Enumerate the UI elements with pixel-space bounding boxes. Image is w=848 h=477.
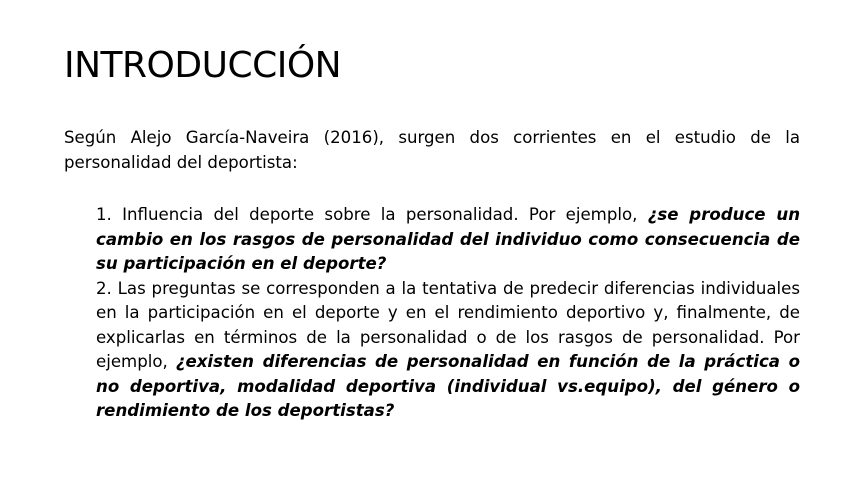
list-item-2-text: 2. Las preguntas se corresponden a la tentativa de predecir diferencias individuales en la participación en el deporte y en el rendimiento deportivo y, finalmente, de explicarlas en términos de la personalidad o de los rasgos de personalidad. Por ejemplo, [96,278,800,371]
intro-paragraph: Según Alejo García-Naveira (2016), surgen dos corrientes en el estudio de la personalidad del deportista: [64,128,800,172]
list-item-1-question: ¿se produce un cambio en los rasgos de personalidad del individuo como consecuencia de su participación en el deporte? [96,205,801,273]
slide-title: INTRODUCCIÓN [64,45,342,86]
list-item-1 [96,203,800,277]
list-item-2-question: ¿existen diferencias de personalidad en función de la práctica o no deportiva, modalidad deportiva (individual vs.equipo), del género o rendimiento de los deportistas? [96,352,800,420]
list-item-1-text: 1. Influencia del deporte sobre la personalidad. Por ejemplo, [96,205,648,224]
list-item-2 [96,277,800,424]
question-list [96,203,800,424]
